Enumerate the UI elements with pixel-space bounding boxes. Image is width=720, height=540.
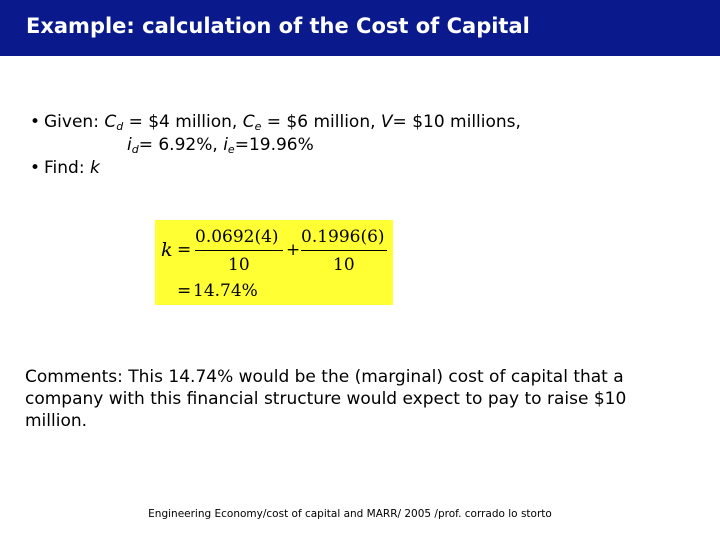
bullet-icon: • <box>30 158 41 178</box>
find-k: k <box>89 158 100 178</box>
given-line <box>30 112 521 132</box>
v-symbol: V <box>380 112 393 132</box>
comments-text: Comments: This 14.74% would be the (marginal) cost of capital that a company with this financial structure would expect to pay to raise $10 million. <box>25 367 627 431</box>
id-symbol: i <box>127 135 132 155</box>
formula-box <box>155 220 393 305</box>
formula-result: 14.74% <box>193 281 258 301</box>
given-line-2 <box>127 135 314 155</box>
footer <box>0 508 720 520</box>
ie-subscript: e <box>227 143 235 156</box>
fraction-bar-1 <box>195 250 283 251</box>
formula-numerator-2: 0.1996(6) <box>301 227 385 247</box>
cd-subscript: d <box>116 120 124 133</box>
formula-k: k <box>161 239 173 261</box>
ce-symbol: C <box>242 112 255 132</box>
cd-value: = $4 million, <box>123 112 243 132</box>
formula-equals: = <box>177 240 192 260</box>
formula-numerator-1: 0.0692(4) <box>195 227 279 247</box>
formula-plus: + <box>286 240 301 260</box>
footer-text: Engineering Economy/cost of capital and MARR/ 2005 /prof. corrado lo storto <box>148 508 552 520</box>
ie-symbol: i <box>223 135 228 155</box>
formula-equals-2: = <box>177 281 192 301</box>
id-subscript: d <box>131 143 139 156</box>
ce-subscript: e <box>254 120 262 133</box>
fraction-bar-2 <box>301 250 387 251</box>
find-line <box>30 158 100 178</box>
ie-value: =19.96% <box>234 135 314 155</box>
id-value: = 6.92%, <box>138 135 224 155</box>
given-label: Given: <box>44 112 99 132</box>
formula-denominator-1: 10 <box>228 255 250 275</box>
bullet-icon: • <box>30 112 41 132</box>
slide-title: Example: calculation of the Cost of Capital <box>26 14 530 38</box>
find-label: Find: <box>44 158 90 178</box>
formula-denominator-2: 10 <box>333 255 355 275</box>
v-value: = $10 millions, <box>392 112 521 132</box>
title-bar <box>0 0 720 56</box>
ce-value: = $6 million, <box>261 112 381 132</box>
cd-symbol: C <box>104 112 117 132</box>
